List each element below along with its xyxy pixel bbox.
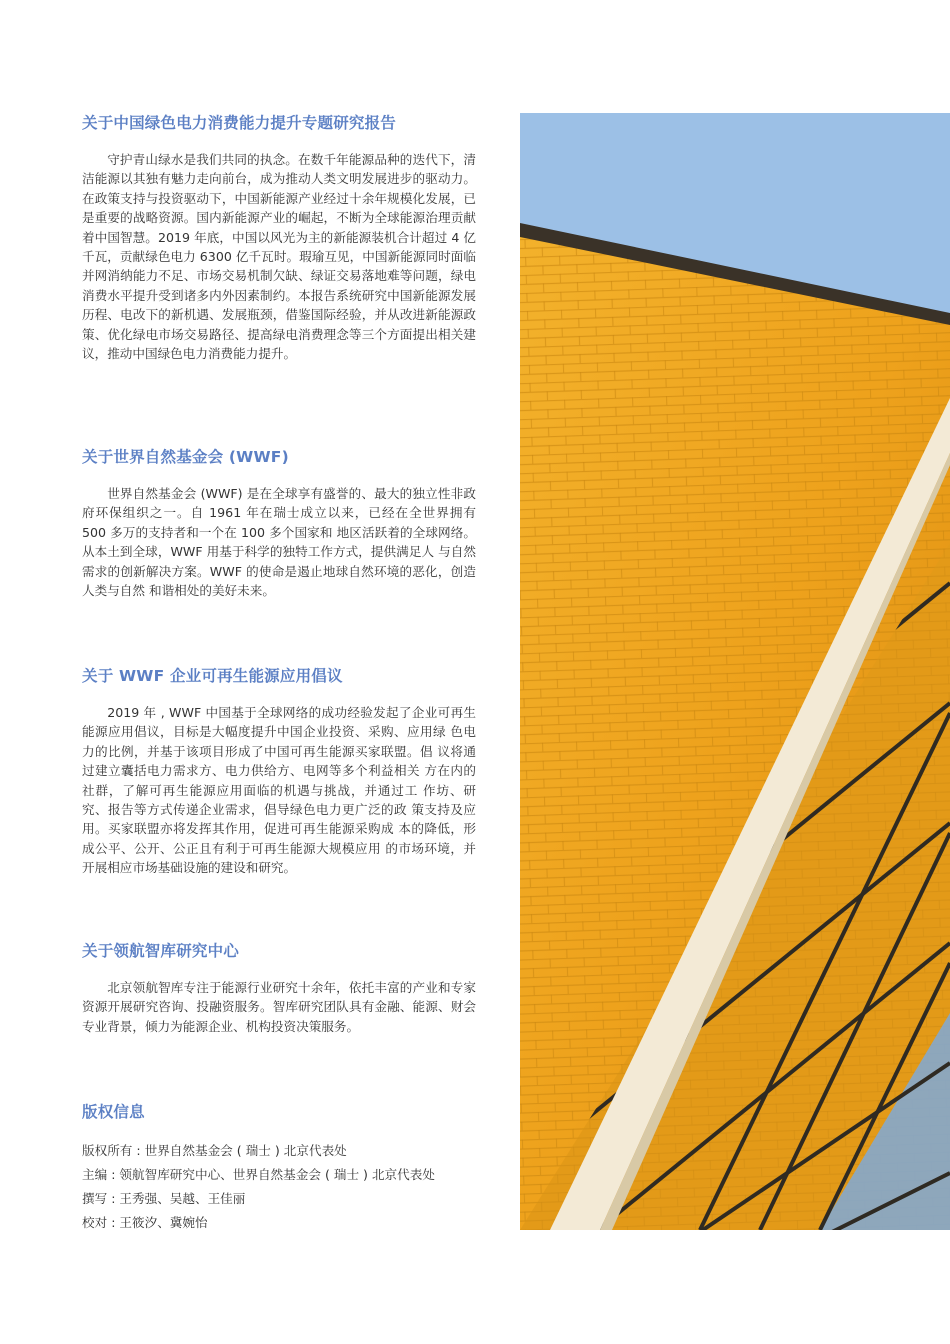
section-report — [82, 112, 476, 363]
copyright-title: 版权信息 — [82, 1103, 145, 1121]
section-body: 北京领航智库专注于能源行业研究十余年，依托丰富的产业和专家资源开展研究咨询、投融资服务。智库研究团队具有金融、能源、财会专业背景，倾力为能源企业、机构投资决策服务。 — [82, 980, 476, 1034]
section-body: 世界自然基金会 (WWF) 是在全球享有盛誉的、最大的独立性非政府环保组织之一。自 1961 年在瑞士成立以来，已经在全世界拥有 500 多万的支持者和一个在 100 多个国家和 地区活跃着的全球网络。从本土到全球，WWF 用基于科学的独特工作方式，提供满足人 与自然需求的创新解决方案。WWF 的使命是遏止地球自然环境的恶化，创造人类与自然 和谐相处的美好未来。 — [82, 486, 476, 599]
section-copyright — [82, 1101, 435, 1235]
credit-line: 撰写 : 王秀强、吴越、王佳丽 — [82, 1191, 246, 1206]
credit-line: 版权所有 : 世界自然基金会 ( 瑞士 ) 北京代表处 — [82, 1143, 347, 1158]
credits-list — [82, 1139, 435, 1235]
building-photo-illustration — [520, 113, 950, 1230]
building-photo — [520, 113, 950, 1230]
section-initiative — [82, 665, 476, 878]
section-title: 关于领航智库研究中心 — [82, 942, 240, 960]
credit-line: 校对 : 王筱汐、冀婉怡 — [82, 1215, 208, 1230]
section-title: 关于 WWF 企业可再生能源应用倡议 — [82, 667, 343, 685]
section-title: 关于中国绿色电力消费能力提升专题研究报告 — [82, 114, 397, 132]
section-wwf — [82, 446, 476, 600]
section-body: 守护青山绿水是我们共同的执念。在数千年能源品种的迭代下，清洁能源以其独有魅力走向前台，成为推动人类文明发展进步的驱动力。在政策支持与投资驱动下，中国新能源产业经过十余年规模化发展，已是重要的战略资源。国内新能源产业的崛起，不断为全球能源治理贡献着中国智慧。2019 年底，中国以风光为主的新能源装机合计超过 4 亿千瓦，贡献绿色电力 6300 亿千瓦时。瑕瑜互见，中国新能源同时面临并网消纳能力不足、市场交易机制欠缺、绿证交易落地难等问题，绿电消费水平提升受到诸多内外因素制约。本报告系统研究中国新能源发展历程、电改下的新机遇、发展瓶颈，借鉴国际经验，并从改进新能源政策、优化绿电市场交易路径、提高绿电消费理念等三个方面提出相关建议，推动中国绿色电力消费能力提升。 — [82, 152, 476, 362]
credit-line: 主编 : 领航智库研究中心、世界自然基金会 ( 瑞士 ) 北京代表处 — [82, 1167, 435, 1182]
section-title: 关于世界自然基金会 (WWF) — [82, 448, 289, 466]
section-think-tank — [82, 940, 476, 1036]
section-body: 2019 年 , WWF 中国基于全球网络的成功经验发起了企业可再生能源应用倡议，目标是大幅度提升中国企业投资、采购、应用绿 色电力的比例，并基于该项目形成了中国可再生能源买家联盟。倡 议将通过建立囊括电力需求方、电力供给方、电网等多个利益相关 方在内的社群，了解可再生能源应用面临的机遇与挑战，并通过工 作坊、研究、报告等方式传递企业需求，倡导绿色电力更广泛的政 策支持及应用。买家联盟亦将发挥其作用，促进可再生能源采购成 本的降低，形成公平、公开、公正且有利于可再生能源大规模应用 的市场环境，并开展相应市场基础设施的建设和研究。 — [82, 705, 476, 876]
